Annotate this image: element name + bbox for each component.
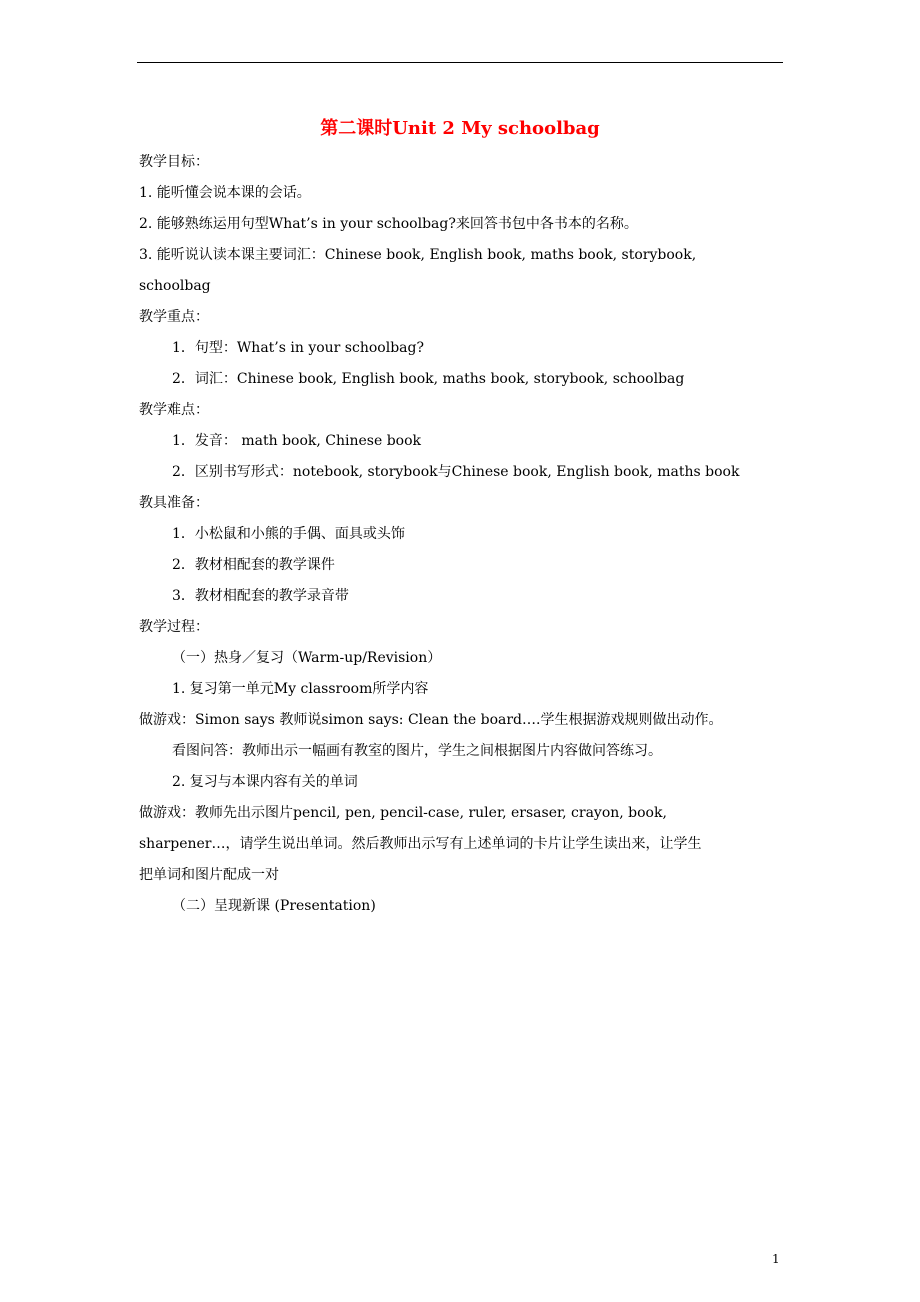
objective-item-2: 2. 能够熟练运用句型What’s in your schoolbag?来回答书包中各书本的名称。 (139, 216, 638, 232)
objective-item-1: 1. 能听懂会说本课的会话。 (139, 185, 311, 201)
process-game-simon-says: 做游戏：Simon says 教师说simon says: Clean the board….学生根据游戏规则做出动作。 (139, 712, 723, 728)
section-heading-process: 教学过程： (139, 619, 209, 635)
key-point-item-1: 1．句型：What’s in your schoolbag? (172, 340, 424, 356)
process-step-presentation: （二）呈现新课 (Presentation) (172, 898, 376, 914)
header-rule (137, 62, 783, 63)
process-game-words-end: 把单词和图片配成一对 (139, 867, 279, 883)
process-game-words: 做游戏：教师先出示图片pencil, pen, pencil-case, ruler, ersaser, crayon, book, (139, 805, 667, 821)
process-item-1: 1. 复习第一单元My classroom所学内容 (172, 681, 429, 697)
section-heading-difficulties: 教学难点： (139, 402, 209, 418)
page-number: 1 (772, 1252, 780, 1266)
key-point-item-2: 2．词汇：Chinese book, English book, maths book, storybook, schoolbag (172, 371, 685, 387)
process-item-2: 2. 复习与本课内容有关的单词 (172, 774, 358, 790)
material-item-2: 2．教材相配套的教学课件 (172, 557, 335, 573)
process-picture-qa: 看图问答：教师出示一幅画有教室的图片，学生之间根据图片内容做问答练习。 (172, 743, 662, 759)
process-game-words-continued: sharpener…，请学生说出单词。然后教师出示写有上述单词的卡片让学生读出来，让学生 (139, 836, 702, 852)
difficulty-item-1: 1．发音： math book, Chinese book (172, 433, 422, 449)
material-item-3: 3．教材相配套的教学录音带 (172, 588, 349, 604)
section-heading-materials: 教具准备： (139, 495, 209, 511)
difficulty-item-2: 2．区别书写形式：notebook, storybook与Chinese book, English book, maths book (172, 464, 740, 480)
section-heading-key-points: 教学重点： (139, 309, 209, 325)
process-step-warmup: （一）热身／复习（Warm-up/Revision） (172, 650, 442, 666)
section-heading-objectives: 教学目标： (139, 154, 209, 170)
objective-item-3-continued: schoolbag (139, 278, 211, 294)
lesson-title: 第二课时Unit 2 My schoolbag (320, 118, 600, 139)
material-item-1: 1．小松鼠和小熊的手偶、面具或头饰 (172, 526, 405, 542)
objective-item-3: 3. 能听说认读本课主要词汇：Chinese book, English book, maths book, storybook, (139, 247, 697, 263)
